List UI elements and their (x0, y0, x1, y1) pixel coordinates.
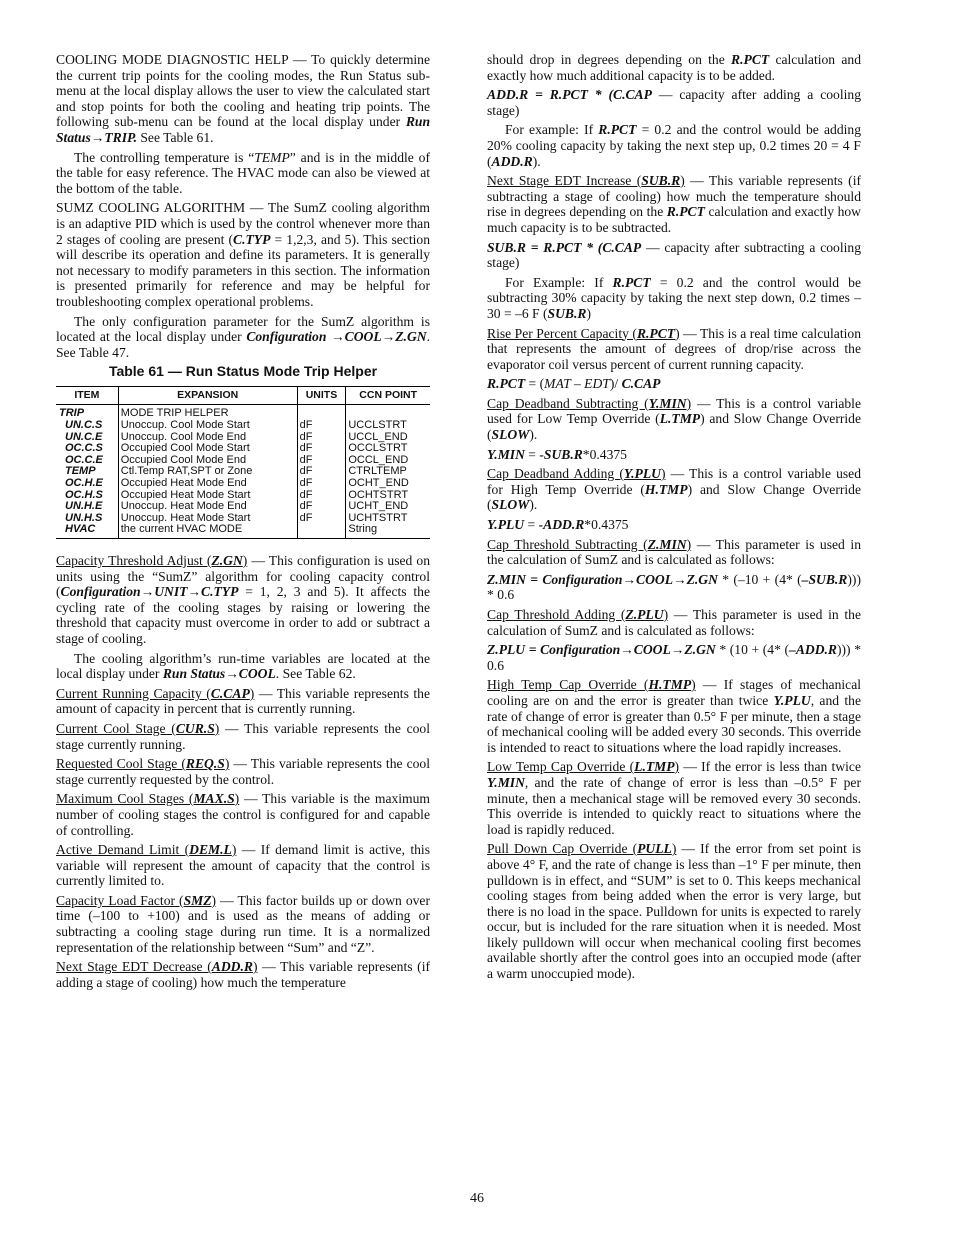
subr-example-text-mid: = 0.2 and the control would be subtracting 30% capacity by taking the next step down, 0.2 times –30 = –6 F ( (487, 274, 861, 321)
reqs-paragraph (56, 756, 430, 787)
cooling-help-paragraph (56, 52, 430, 146)
zplu-label-close: ) (663, 607, 669, 622)
subr-code: SUB.R (641, 173, 681, 189)
maxs-text: — This variable is the maximum number of cooling stages the control is configured for and capable of controlling. (56, 791, 431, 838)
subr-formula-text: — capacity after subtracting a cooling stage) (487, 239, 861, 271)
row-units: dF (297, 513, 346, 525)
reqs-text: — This variable represents the cool stage currently requested by the control. (56, 756, 430, 787)
pull-text: — If the error from set point is above 4° F, and the rate of change is less than –1° F per minute, then pulldown is in effect, and “SUM” is set to 0. This keeps mechanical cooling stages from being added when the error is very large, but there is no load in the space. Pulldown for units is expected to rarely occur, but is included for the rare situation when it is needed. Most likely pulldown will occur when mechanical cooling first becomes available shortly after the control goes into an occupied mode (after a warm unoccupied mode). (487, 841, 861, 982)
curs-label (56, 721, 219, 736)
config-param-text-end: . See Table 47. (56, 329, 430, 360)
subr-label-text: Next Stage EDT Increase ( (487, 173, 642, 189)
row-units (297, 405, 346, 420)
yplu-text-mid: ) and Slow Change Override ( (487, 481, 861, 513)
addr-continued-paragraph (487, 52, 861, 83)
row-point: OCHTSTRT (346, 490, 430, 502)
curs-paragraph (56, 721, 430, 752)
ymin-code: Y.MIN (648, 395, 687, 411)
rpct-formula-div: )/ (609, 376, 622, 392)
sumz-text: — The SumZ cooling algorithm is an adaptive PID which is used by the control whenever more than 2 stages of cooling are present ( (56, 200, 430, 247)
yplu-formula-rhs: -ADD.R (538, 517, 585, 533)
rpct-paragraph (487, 326, 861, 373)
zmin-label (487, 537, 691, 552)
controlling-temp-paragraph (56, 150, 430, 197)
addr-text: — This variable represents (if adding a stage of cooling) how much the temperature (56, 959, 431, 990)
row-point: String (346, 524, 430, 538)
ccap-label (56, 686, 254, 701)
row-point: OCCLSTRT (346, 443, 430, 455)
addr-formula-paragraph (487, 87, 861, 118)
zplu-formula: Z.PLU = Configuration→COOL→Z.GN (487, 642, 716, 658)
header-expansion: EXPANSION (118, 386, 297, 405)
row-units: dF (297, 478, 346, 490)
zgn-code: Z.GN (211, 553, 243, 568)
row-point: CTRLTEMP (346, 466, 430, 478)
addr-formula: ADD.R = R.PCT * (C.CAP (487, 87, 652, 103)
right-column (487, 52, 861, 986)
yplu-formula-tail: *0.4375 (584, 517, 629, 533)
row-point: UCHT_END (346, 501, 430, 513)
addr-formula-text: — capacity after adding a cooling stage) (487, 87, 861, 118)
rpct-label-close: ) (675, 325, 680, 341)
ymin-formula-eq: = (524, 446, 540, 462)
row-item: OC.H.S (65, 488, 103, 501)
yplu-label-text: Cap Deadband Adding ( (487, 466, 624, 482)
reqs-label-close: ) (224, 756, 230, 772)
subr-formula-paragraph (487, 240, 861, 271)
ctyp-code: C.TYP (233, 231, 271, 247)
curs-label-close: ) (214, 720, 220, 736)
smz-code: SMZ (183, 892, 212, 908)
maxs-label (56, 791, 239, 806)
yplu-label-close: ) (660, 466, 666, 482)
zmin-formula-text: * (–10 + (4* ( (717, 571, 802, 587)
htmp-text: — If stages of mechanical cooling are on and the error is greater than twice (487, 677, 862, 708)
ccap-label-close: ) (249, 685, 255, 701)
trip-helper-table (56, 386, 430, 539)
rpct-code: R.PCT (598, 122, 637, 138)
curs-text: — This variable represents the cool stage currently running. (56, 720, 430, 752)
ymin-formula-paragraph (487, 447, 861, 463)
zgn-label-text: Capacity Threshold Adjust ( (56, 553, 212, 568)
rpct-label-text: Rise Per Percent Capacity ( (487, 325, 637, 341)
ymin-formula-rhs: -SUB.R (539, 446, 583, 462)
sumz-text-end: = 1,2,3, and 5). This section will describe its operation and define its parameters. It is generally not necessary to modify parameters in this section. The information is presented primarily for reference and may be helpful for troubleshooting complex operational problems. (56, 231, 430, 309)
zplu-paragraph (487, 607, 861, 638)
row-item: UN.C.E (65, 430, 103, 443)
table-row (56, 405, 430, 420)
runtime-vars-paragraph (56, 651, 430, 682)
row-point: UCCL_END (346, 432, 430, 444)
ymin-label-text: Cap Deadband Subtracting ( (487, 395, 649, 411)
rpct-label (487, 326, 680, 341)
subr-label (487, 173, 685, 188)
addr-example-paragraph (487, 122, 861, 169)
temp-term: TEMP (254, 149, 290, 165)
zmin-formula-paragraph (487, 572, 861, 603)
zplu-code: Z.PLU (625, 607, 664, 622)
zplu-text: — This parameter is used in the calculation of SumZ and is calculated as follows: (487, 607, 861, 638)
zgn-text-end: = 1, 2, 3 and 5). It affects the cycling rate of the cooling stages by raising or lowering the threshold that capacity must overcome in order to add or subtract a stage of cooling. (56, 584, 430, 646)
row-units: dF (297, 420, 346, 432)
zmin-text: — This parameter is used in the calculation of SumZ and is calculated as follows: (487, 536, 861, 568)
row-expansion: Occupied Cool Mode Start (118, 443, 297, 455)
table-header-row (56, 386, 430, 405)
sumz-heading: SUMZ COOLING ALGORITHM (56, 200, 246, 216)
ccap-label-text: Current Running Capacity ( (56, 685, 211, 701)
subr-example-text-end: ) (586, 305, 591, 321)
yplu-formula-paragraph (487, 517, 861, 533)
subr-example-text: For Example: If (505, 274, 613, 290)
row-expansion: MODE TRIP HELPER (118, 405, 297, 420)
addr-label-text: Next Stage EDT Decrease ( (56, 959, 212, 975)
subr-text: — This variable represents (if subtracting a stage of cooling) how much the temperature should rise in degrees depending on the (487, 173, 862, 220)
table-row (56, 524, 430, 538)
header-ccn-point: CCN POINT (346, 386, 430, 405)
pull-label-text: Pull Down Cap Override ( (487, 841, 638, 857)
addr-example-text: For example: If (505, 122, 599, 138)
zgn-paragraph (56, 553, 430, 647)
header-units: UNITS (297, 386, 346, 405)
htmp-label-close: ) (691, 677, 696, 693)
cooling-help-path: Run Status→TRIP. (56, 114, 430, 145)
htmp-label (487, 677, 696, 692)
rpct-text: — This is a real time calculation that represents the amount of degrees of drop/rise across the evaporator coil versus percent of current running capacity. (487, 325, 861, 372)
zgn-text: — This configuration is used on units using the “SumZ” algorithm for cooling capacity control ( (56, 553, 431, 600)
row-item: OC.H.E (65, 477, 103, 490)
row-expansion: Unoccup. Cool Mode Start (118, 420, 297, 432)
deml-code: DEM.L (189, 842, 232, 858)
ltmp-text-end: , and the rate of change of error is less than –0.5° F per minute, then a mechanical stage will be removed every 30 seconds. This override is intended to quickly react to situations where the load is rapidly reduced. (487, 774, 861, 837)
table-row (56, 420, 430, 432)
reqs-label-text: Requested Cool Stage ( (56, 756, 186, 772)
runtime-vars-path: Run Status→COOL (162, 666, 276, 682)
zmin-label-text: Cap Threshold Subtracting ( (487, 536, 648, 552)
zplu-formula-text: * (10 + (4* ( (715, 642, 790, 658)
row-units (297, 524, 346, 538)
row-item: TEMP (65, 465, 96, 478)
row-units: dF (297, 432, 346, 444)
row-item: UN.H.E (65, 500, 103, 513)
deml-paragraph (56, 842, 430, 889)
deml-label (56, 842, 236, 857)
row-expansion: the current HVAC MODE (118, 524, 297, 538)
subr-example-paragraph (487, 275, 861, 322)
zmin-formula-text-end: ))) * 0.6 (487, 571, 861, 603)
zplu-formula-paragraph (487, 642, 861, 673)
ymin-text-end: ). (529, 427, 538, 443)
row-expansion: Unoccup. Heat Mode Start (118, 513, 297, 525)
maxs-paragraph (56, 791, 430, 838)
ltmp-label-text: Low Temp Cap Override ( (487, 759, 635, 775)
ltmp-label-close: ) (674, 759, 680, 775)
zplu-label-text: Cap Threshold Adding ( (487, 607, 626, 622)
row-expansion: Ctl.Temp RAT,SPT or Zone (118, 466, 297, 478)
reqs-code: REQ.S (185, 756, 225, 772)
pull-label-close: ) (671, 841, 677, 857)
addr-label-close: ) (252, 959, 258, 975)
htmp-paragraph (487, 677, 861, 755)
row-point (346, 405, 430, 420)
ltmp-code: L.TMP (659, 411, 701, 427)
zplu-label (487, 607, 668, 622)
sumz-paragraph (56, 200, 430, 309)
smz-label-text: Capacity Load Factor ( (56, 892, 184, 908)
table-61-title: Table 61 — Run Status Mode Trip Helper (108, 363, 378, 380)
addr-cont-text: should drop in degrees depending on the (487, 52, 732, 67)
subr-code: –SUB.R (801, 571, 848, 587)
row-item: UN.C.S (65, 419, 103, 432)
addr-code: ADD.R (491, 153, 533, 169)
addr-cont-text-end: calculation and exactly how much additional capacity is to be added. (487, 52, 862, 83)
cooling-help-text: — To quickly determine the current trip points for the cooling modes, the Run Status sub-menu at the local display allows the user to view the calculated start and stop points for both the cooling and heating trip points. The following sub-menu can be found at the local display under (56, 52, 430, 130)
subr-label-close: ) (680, 173, 685, 189)
yplu-label (487, 466, 666, 481)
reqs-label (56, 756, 229, 771)
addr-code: –ADD.R (789, 642, 837, 658)
yplu-formula-lhs: Y.PLU (487, 517, 525, 533)
row-item: UN.H.S (65, 511, 103, 524)
ymin-formula-tail: *0.4375 (582, 446, 627, 462)
cooling-help-text-end: See Table 61. (136, 129, 214, 145)
ltmp-text: — If the error is less than twice (679, 759, 861, 775)
htmp-label-text: High Temp Cap Override ( (487, 677, 649, 693)
ccap-paragraph (56, 686, 430, 717)
zmin-code: Z.MIN (647, 536, 687, 552)
htmp-code: H.TMP (648, 677, 692, 693)
ccap-text: — This variable represents the amount of capacity in percent that is currently running. (56, 685, 431, 717)
zplu-formula-text-end: ))) * 0.6 (487, 642, 861, 673)
slow-code: SLOW (491, 427, 530, 443)
ymin-text: — This is a control variable used for Low Temp Override ( (487, 395, 861, 427)
ymin-label (487, 396, 691, 411)
row-item: TRIP (59, 407, 85, 420)
row-point: OCHT_END (346, 478, 430, 490)
pull-label (487, 841, 676, 856)
row-expansion: Occupied Cool Mode End (118, 455, 297, 467)
row-expansion: Occupied Heat Mode Start (118, 490, 297, 502)
row-item: HVAC (56, 524, 118, 538)
row-point: UCHTSTRT (346, 513, 430, 525)
rpct-code: R.PCT (636, 325, 676, 341)
ymin-label-close: ) (686, 395, 692, 411)
smz-label-close: ) (211, 892, 217, 908)
yplu-code: Y.PLU (773, 692, 811, 708)
ltmp-code: L.TMP (634, 759, 675, 775)
rpct-code: R.PCT (612, 274, 651, 290)
zmin-formula: Z.MIN = Configuration→COOL→Z.GN (487, 571, 718, 587)
zmin-paragraph (487, 537, 861, 568)
ltmp-label (487, 759, 679, 774)
row-units: dF (297, 490, 346, 502)
runtime-vars-text-end: . See Table 62. (275, 666, 356, 682)
smz-paragraph (56, 893, 430, 955)
rpct-code: R.PCT (666, 204, 705, 220)
ccap-code: C.CAP (602, 239, 642, 255)
addr-label (56, 959, 257, 974)
rpct-formula-mat: MAT – EDT (544, 376, 610, 392)
addr-paragraph (56, 959, 430, 990)
zgn-path: Configuration→UNIT→C.TYP (60, 584, 239, 600)
addr-example-text-end: ). (532, 153, 541, 169)
row-units: dF (297, 501, 346, 513)
ltmp-paragraph (487, 759, 861, 837)
config-param-paragraph (56, 314, 430, 361)
row-expansion: Occupied Heat Mode End (118, 478, 297, 490)
smz-text: — This factor builds up or down over time (–100 to +100) and is used as the means of adding or subtracting a cooling stage during run time. It is a normalized representation of the relationship between “Sum” and “Z”. (56, 892, 430, 955)
rpct-formula-mid: = ( (525, 376, 545, 392)
left-column (56, 52, 430, 994)
smz-label (56, 893, 216, 908)
curs-code: CUR.S (175, 720, 215, 736)
ymin-formula-lhs: Y.MIN (487, 446, 525, 462)
pull-paragraph (487, 841, 861, 981)
zmin-label-close: ) (686, 536, 692, 552)
htmp-code: H.TMP (644, 481, 688, 497)
rpct-formula-ccap: C.CAP (621, 376, 661, 392)
ymin-code: Y.MIN (487, 774, 525, 790)
yplu-code: Y.PLU (623, 466, 661, 482)
row-point: UCCLSTRT (346, 420, 430, 432)
cooling-help-heading: COOLING MODE DIAGNOSTIC HELP (56, 52, 289, 67)
addr-example-text-mid: = 0.2 and the control would be adding 20% cooling capacity by taking the next step up, 0.2 times 20 = 4 F ( (487, 122, 861, 169)
maxs-label-close: ) (234, 791, 240, 807)
yplu-text: — This is a control variable used for High Temp Override ( (487, 466, 861, 497)
controlling-temp-text-end: ” and is in the middle of the table for easy reference. The HVAC mode can also be viewed at the bottom of the table. (56, 149, 430, 196)
htmp-text-end: , and the rate of change of error is greater than 0.5° F per minute, then a stage of mechanical cooling will be added every 30 seconds. This override is intended to react to situations where the load rapidly increases. (487, 692, 862, 755)
page-number: 46 (470, 1191, 484, 1206)
ymin-paragraph (487, 396, 861, 443)
subr-text-end: calculation and exactly how much capacity is to be subtracted. (487, 204, 861, 235)
deml-text: — If demand limit is active, this variable will represent the amount of capacity that the control is currently limited to. (56, 842, 430, 889)
row-item: OC.C.E (65, 453, 103, 466)
slow-code: SLOW (491, 497, 530, 513)
deml-label-text: Active Demand Limit ( (56, 842, 190, 858)
yplu-text-end: ). (529, 497, 538, 513)
zgn-label (56, 553, 247, 568)
runtime-vars-text: The cooling algorithm’s run-time variables are located at the local display under (56, 650, 430, 682)
deml-label-close: ) (231, 842, 237, 858)
row-item: OC.C.S (65, 442, 103, 455)
zgn-label-close: ) (242, 553, 248, 568)
row-expansion: Unoccup. Cool Mode End (118, 432, 297, 444)
subr-code: SUB.R (547, 305, 587, 321)
controlling-temp-text: The controlling temperature is “ (74, 149, 255, 165)
ccap-code: C.CAP (210, 685, 250, 701)
rpct-formula-paragraph (487, 376, 861, 392)
yplu-paragraph (487, 466, 861, 513)
pull-code: PULL (637, 841, 672, 857)
rpct-formula-lhs: R.PCT (487, 376, 526, 392)
row-expansion: Unoccup. Heat Mode End (118, 501, 297, 513)
config-param-text: The only configuration parameter for the SumZ algorithm is located at the local display under (56, 313, 430, 345)
table-row (56, 478, 430, 490)
addr-code: ADD.R (211, 959, 253, 975)
yplu-formula-eq: = (524, 517, 539, 533)
rpct-code: R.PCT (731, 52, 770, 67)
header-item: ITEM (56, 386, 118, 405)
row-units: dF (297, 466, 346, 478)
config-param-path: Configuration →COOL→Z.GN (246, 329, 427, 345)
maxs-code: MAX.S (193, 791, 235, 807)
row-units: dF (297, 443, 346, 455)
subr-formula: SUB.R = R.PCT * ( (487, 239, 603, 255)
row-units: dF (297, 455, 346, 467)
ymin-text-mid: ) and Slow Change Override ( (487, 411, 861, 443)
subr-paragraph (487, 173, 861, 235)
row-point: OCCL_END (346, 455, 430, 467)
curs-label-text: Current Cool Stage ( (56, 720, 176, 736)
maxs-label-text: Maximum Cool Stages ( (56, 791, 194, 807)
